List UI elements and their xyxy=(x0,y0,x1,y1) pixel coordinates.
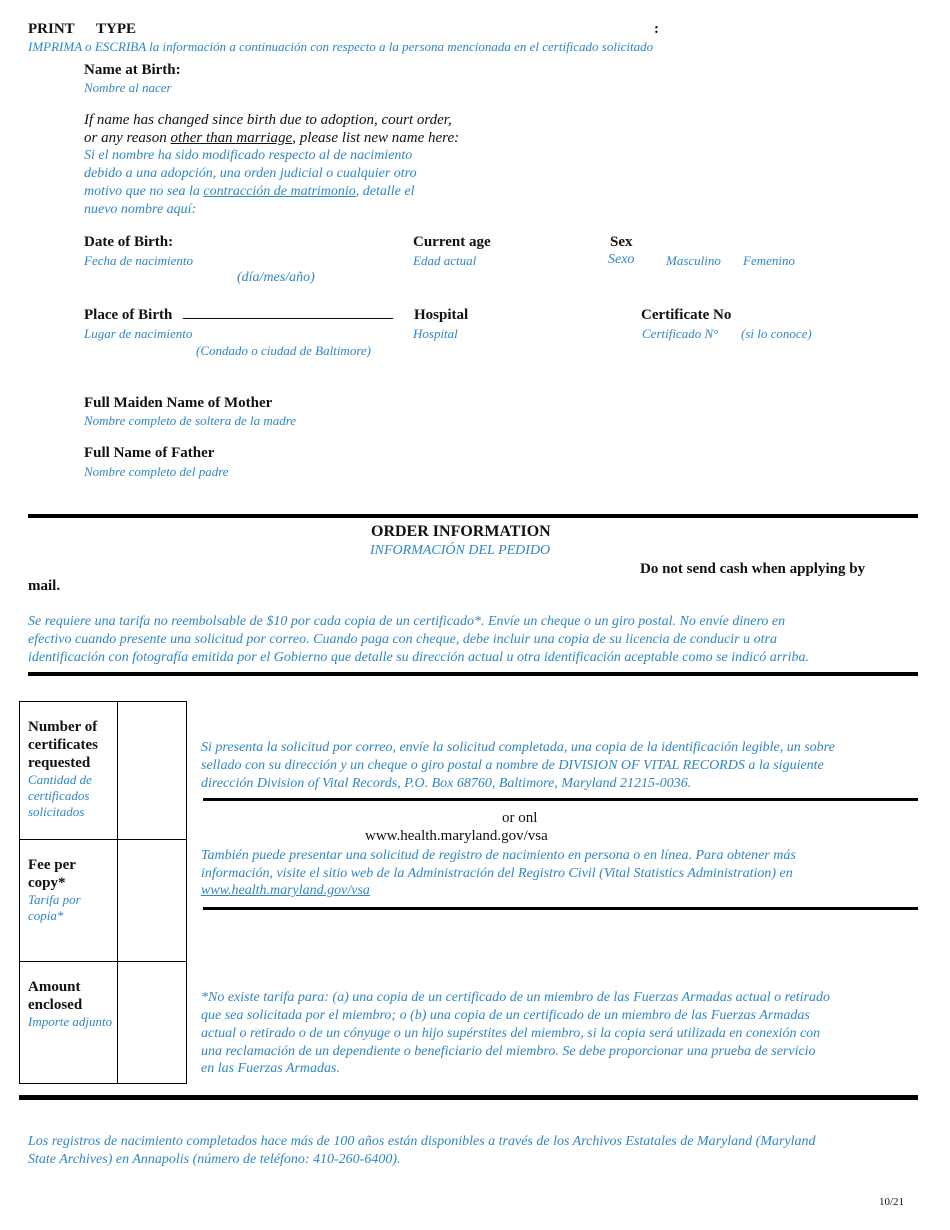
type-label: TYPE xyxy=(96,21,137,37)
dob-format-hint: (día/mes/año) xyxy=(237,270,315,285)
place-of-birth-hint: (Condado o ciudad de Baltimore) xyxy=(196,343,371,358)
fee-es-line3: identificación con fotografía emitida por el Gobierno que detalle su dirección actual u otra identificación aceptable como se indicó arriba. xyxy=(28,650,810,665)
fee-label xyxy=(28,856,114,924)
order-info-title-es: INFORMACIÓN DEL PEDIDO xyxy=(370,543,551,558)
section-divider xyxy=(28,514,918,518)
fee-input-cell[interactable] xyxy=(117,839,187,962)
online-url[interactable]: www.health.maryland.gov/vsa xyxy=(365,828,548,844)
section-divider xyxy=(203,907,918,910)
hospital-label: Hospital xyxy=(414,307,469,323)
number-label-en: Number of certificates requested xyxy=(28,719,98,771)
cash-warning-end: mail. xyxy=(28,578,61,594)
name-change-en-line1: If name has changed since birth due to adoption, court order, xyxy=(84,112,452,128)
fee-label-cell xyxy=(19,839,118,962)
name-change-es-line1: Si el nombre ha sido modificado respecto al de nacimiento xyxy=(84,148,413,163)
name-change-es-line2: debido a una adopción, una orden judicial o cualquier otro xyxy=(84,166,417,181)
fee-label-es: Tarifa por copia* xyxy=(28,892,81,923)
section-divider xyxy=(28,672,918,676)
mother-name-label-es: Nombre completo de soltera de la madre xyxy=(84,413,297,428)
text-fragment: motivo que no sea la xyxy=(84,184,204,199)
certificate-no-label-es: Certificado N° xyxy=(642,326,719,341)
online-es-line2: información, visite el sitio web de la Administración del Registro Civil (Vital Statistics Administration) en xyxy=(201,866,793,881)
amount-label-es: Importe adjunto xyxy=(28,1014,113,1029)
father-name-label-es: Nombre completo del padre xyxy=(84,464,229,479)
online-es-line1: También puede presentar una solicitud de registro de nacimiento en persona o en línea. Para obtener más xyxy=(201,848,796,863)
sex-option-female[interactable]: Femenino xyxy=(743,253,795,268)
military-line4: una reclamación de un dependiente o beneficiario del miembro. Se debe proporcionar una prueba de servicio xyxy=(201,1044,816,1059)
number-label-cell xyxy=(19,701,118,840)
military-line3: actual o retirado o de un cónyuge o un hijo supérstites del miembro, si la copia será utilizada en conexión con xyxy=(201,1026,821,1041)
number-label-es: Cantidad de certificados solicitados xyxy=(28,772,92,819)
amount-label-cell xyxy=(19,961,118,1084)
amount-input-cell[interactable] xyxy=(117,961,187,1084)
sex-label-es: Sexo xyxy=(608,252,635,267)
certificate-no-hint: (si lo conoce) xyxy=(741,326,812,341)
place-of-birth-label: Place of Birth xyxy=(84,307,173,323)
number-label xyxy=(28,718,114,820)
mail-es-line2: sellado con su dirección y un cheque o giro postal a nombre de DIVISION OF VITAL RECORDS a la siguiente xyxy=(201,758,824,773)
fee-label-en: Fee per copy* xyxy=(28,857,76,891)
military-line1: *No existe tarifa para: (a) una copia de un certificado de un miembro de las Fuerzas Armadas actual o retirado xyxy=(201,990,831,1005)
online-es-link[interactable]: www.health.maryland.gov/vsa xyxy=(201,883,370,898)
section-divider xyxy=(203,798,918,801)
name-change-es-line3 xyxy=(84,184,415,200)
archives-line2: State Archives) en Annapolis (número de teléfono: 410-260-6400). xyxy=(28,1152,401,1167)
mail-es-line1: Si presenta la solicitud por correo, envíe la solicitud completada, una copia de la identificación legible, un sobre xyxy=(201,740,835,755)
instruction-es: IMPRIMA o ESCRIBA la información a continuación con respecto a la persona mencionada en el certificado solicitado xyxy=(28,39,654,54)
amount-label-en: Amount enclosed xyxy=(28,979,83,1013)
underlined-text: contracción de matrimonio xyxy=(203,184,356,199)
hospital-label-es: Hospital xyxy=(413,326,458,341)
text-fragment: or any reason xyxy=(84,130,171,146)
or-online-text: or onl xyxy=(502,810,538,826)
text-fragment: , detalle el xyxy=(355,184,415,199)
name-change-es-line4: nuevo nombre aquí: xyxy=(84,202,197,217)
sex-label: Sex xyxy=(610,234,633,250)
underlined-text: other than marriage xyxy=(170,130,293,146)
sex-option-male[interactable]: Masculino xyxy=(666,253,721,268)
name-change-en-line2 xyxy=(84,130,459,147)
print-label: PRINT xyxy=(28,21,75,37)
order-info-title: ORDER INFORMATION xyxy=(371,523,551,540)
current-age-label-es: Edad actual xyxy=(413,253,477,268)
dob-label: Date of Birth: xyxy=(84,234,174,250)
fee-es-line1: Se requiere una tarifa no reembolsable de $10 por cada copia de un certificado*. Envíe un cheque o un giro postal. No envíe dinero en xyxy=(28,614,786,629)
place-of-birth-underline[interactable]: ____________________________ xyxy=(183,305,393,321)
mother-name-label: Full Maiden Name of Mother xyxy=(84,395,273,411)
amount-label xyxy=(28,978,114,1030)
dob-label-es: Fecha de nacimiento xyxy=(84,253,194,268)
mail-es-line3: dirección Division of Vital Records, P.O. Box 68760, Baltimore, Maryland 21215-0036. xyxy=(201,776,692,791)
fee-es-line2: efectivo cuando presente una solicitud por correo. Cuando paga con cheque, debe incluir una copia de su licencia de conducir u otra xyxy=(28,632,777,647)
page-number: 10/21 xyxy=(879,1196,905,1208)
section-divider xyxy=(19,1095,918,1100)
header-colon: : xyxy=(654,21,659,37)
archives-line1: Los registros de nacimiento completados hace más de 100 años están disponibles a través de los Archivos Estatales de Maryland (Maryland xyxy=(28,1134,816,1149)
number-input-cell[interactable] xyxy=(117,701,187,840)
military-line5: en las Fuerzas Armadas. xyxy=(201,1061,340,1076)
military-line2: que sea solicitada por el miembro; o (b) una copia de un certificado de un miembro de las Fuerzas Armadas xyxy=(201,1008,810,1023)
father-name-label: Full Name of Father xyxy=(84,445,215,461)
name-at-birth-label: Name at Birth: xyxy=(84,62,181,78)
text-fragment: , please list new name here: xyxy=(292,130,460,146)
certificate-no-label: Certificate No xyxy=(641,307,732,323)
current-age-label: Current age xyxy=(413,234,491,250)
name-at-birth-label-es: Nombre al nacer xyxy=(84,80,172,95)
cash-warning: Do not send cash when applying by xyxy=(640,561,866,577)
place-of-birth-label-es: Lugar de nacimiento xyxy=(84,326,193,341)
